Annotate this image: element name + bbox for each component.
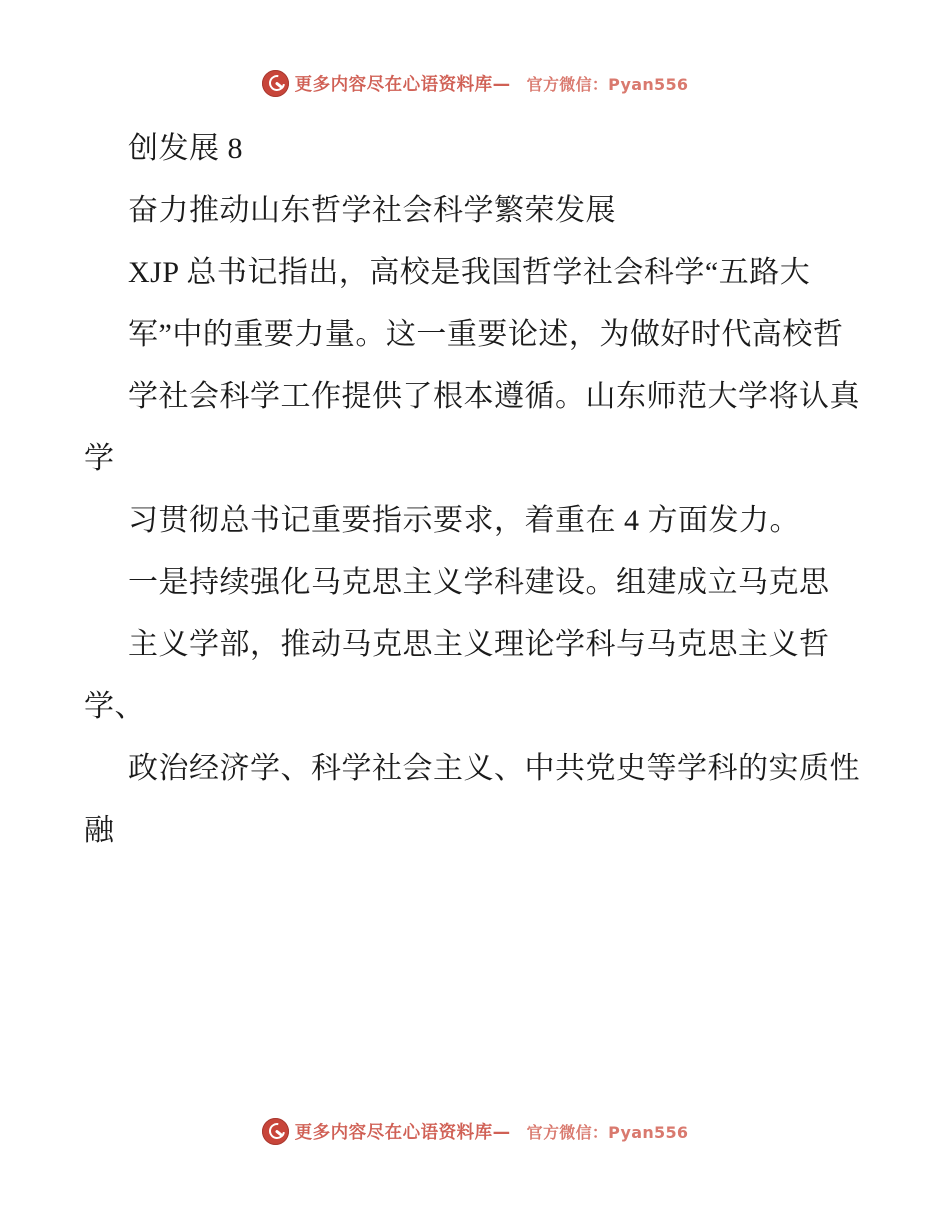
paragraph-text: 政治经济学、科学社会主义、中共党史等学科的实质性融	[84, 752, 860, 847]
paragraph-text: 军”中的重要力量。这一重要论述，为做好时代高校哲	[128, 318, 844, 351]
magnifier-logo-icon	[262, 70, 289, 97]
document-paragraph	[84, 180, 874, 242]
paragraph-text: 奋力推动山东哲学社会科学繁荣发展	[128, 194, 616, 227]
watermark-top	[0, 70, 950, 97]
paragraph-text: 一是持续强化马克思主义学科建设。组建成立马克思	[128, 566, 830, 599]
document-paragraph	[84, 242, 874, 304]
paragraph-text: 创发展 8	[128, 132, 243, 165]
watermark-main-text: 更多内容尽在心语资料库—	[294, 75, 511, 95]
watermark-main-text: 更多内容尽在心语资料库—	[294, 1123, 511, 1143]
paragraph-text: XJP 总书记指出，高校是我国哲学社会科学“五路大	[128, 256, 811, 289]
document-paragraph	[84, 490, 874, 552]
document-paragraph	[84, 552, 874, 614]
paragraph-text: 学社会科学工作提供了根本遵循。山东师范大学将认真学	[84, 380, 860, 475]
watermark-sub-text: 官方微信：Pyan556	[526, 1123, 689, 1142]
paragraph-text: 习贯彻总书记重要指示要求，着重在 4 方面发力。	[128, 504, 800, 537]
watermark-sub-text: 官方微信：Pyan556	[526, 75, 689, 94]
document-paragraph	[84, 366, 874, 490]
paragraph-text: 主义学部，推动马克思主义理论学科与马克思主义哲学、	[84, 628, 830, 723]
watermark-bottom	[0, 1118, 950, 1145]
document-paragraph	[84, 118, 874, 180]
document-body	[84, 118, 874, 862]
document-paragraph	[84, 614, 874, 738]
magnifier-logo-icon	[262, 1118, 289, 1145]
document-paragraph	[84, 304, 874, 366]
document-paragraph	[84, 738, 874, 862]
